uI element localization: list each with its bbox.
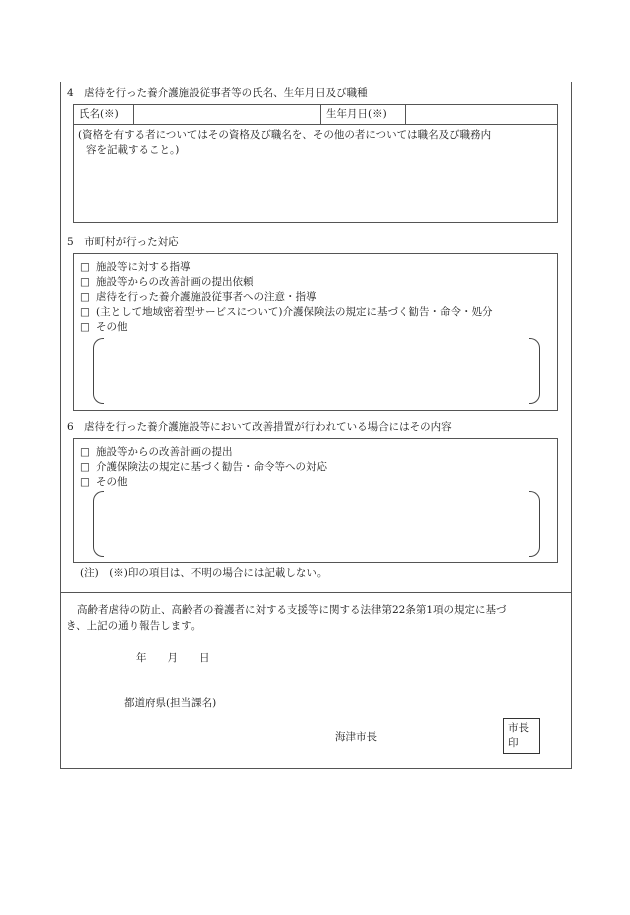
name-label: 氏名(※) <box>79 108 119 120</box>
section5-other-bracket-right <box>529 338 540 404</box>
option-label: 介護保険法の規定に基づく勧告・命令等への対応 <box>96 461 327 473</box>
section5-other-bracket-left <box>93 338 104 404</box>
frame-divider <box>60 592 572 593</box>
option-label: 虐待を行った養介護施設従事者への注意・指導 <box>96 291 317 303</box>
mayor-title: 海津市長 <box>335 731 377 743</box>
section6-option-other[interactable] <box>80 475 128 489</box>
section4-col-divider-1 <box>133 104 134 125</box>
section4-note-line2: 容を記載すること。) <box>86 144 180 156</box>
outer-frame-right <box>571 82 572 769</box>
occupation-field[interactable] <box>75 160 556 221</box>
dob-field[interactable] <box>407 106 556 123</box>
section4-row-divider <box>73 124 558 125</box>
outer-frame-left <box>60 82 61 769</box>
section6-option-improvement-plan[interactable] <box>80 445 233 459</box>
section6-other-bracket-right <box>529 491 540 557</box>
report-text-line2: き、上記の通り報告します。 <box>66 620 202 632</box>
section6-other-bracket-left <box>93 491 104 557</box>
checkbox[interactable]: □ <box>80 461 90 473</box>
checkbox[interactable]: □ <box>80 476 90 488</box>
option-label: 施設等からの改善計画の提出依頼 <box>96 276 254 288</box>
section5-option-improvement-request[interactable] <box>80 275 254 289</box>
checkbox[interactable]: □ <box>80 276 90 288</box>
report-text-line1: 高齢者虐待の防止、高齢者の養護者に対する支援等に関する法律第22条第1項の規定に基づ <box>77 604 507 616</box>
prefecture-label: 都道府県(担当課名) <box>124 697 217 709</box>
section5-option-staff-warning[interactable] <box>80 290 317 304</box>
seal-text-line2: 印 <box>508 737 519 749</box>
footnote: (注) (※)印の項目は、不明の場合には記載しない。 <box>80 567 328 579</box>
dob-label: 生年月日(※) <box>326 108 387 120</box>
option-label: 施設等からの改善計画の提出 <box>96 446 233 458</box>
section4-heading: 4 虐待を行った養介護施設従事者等の氏名、生年月日及び職種 <box>67 87 368 99</box>
section5-option-law-disposition[interactable] <box>80 305 492 319</box>
option-label: その他 <box>96 321 128 333</box>
section4-col-divider-3 <box>405 104 406 125</box>
mayor-seal <box>503 718 540 754</box>
section5-option-other[interactable] <box>80 320 128 334</box>
checkbox[interactable]: □ <box>80 321 90 333</box>
checkbox[interactable]: □ <box>80 261 90 273</box>
option-label: (主として地域密着型サービスについて)介護保険法の規定に基づく勧告・命令・処分 <box>96 306 493 318</box>
section4-col-divider-2 <box>320 104 321 125</box>
section6-other-field[interactable] <box>105 493 527 553</box>
section6-option-law-response[interactable] <box>80 460 327 474</box>
section5-other-field[interactable] <box>105 340 527 400</box>
section5-option-guidance[interactable] <box>80 260 191 274</box>
report-date: 年 月 日 <box>136 652 210 664</box>
section4-note-line1: (資格を有する者についてはその資格及び職名を、その他の者については職名及び職務内 <box>78 129 492 141</box>
outer-frame-bottom <box>60 768 572 769</box>
section5-heading: 5 市町村が行った対応 <box>67 236 179 248</box>
checkbox[interactable]: □ <box>80 446 90 458</box>
option-label: その他 <box>96 476 128 488</box>
option-label: 施設等に対する指導 <box>96 261 191 273</box>
checkbox[interactable]: □ <box>80 291 90 303</box>
section6-heading: 6 虐待を行った養介護施設等において改善措置が行われている場合にはその内容 <box>67 421 452 433</box>
seal-text-line1: 市長 <box>508 722 529 734</box>
checkbox[interactable]: □ <box>80 306 90 318</box>
name-field[interactable] <box>135 106 318 123</box>
